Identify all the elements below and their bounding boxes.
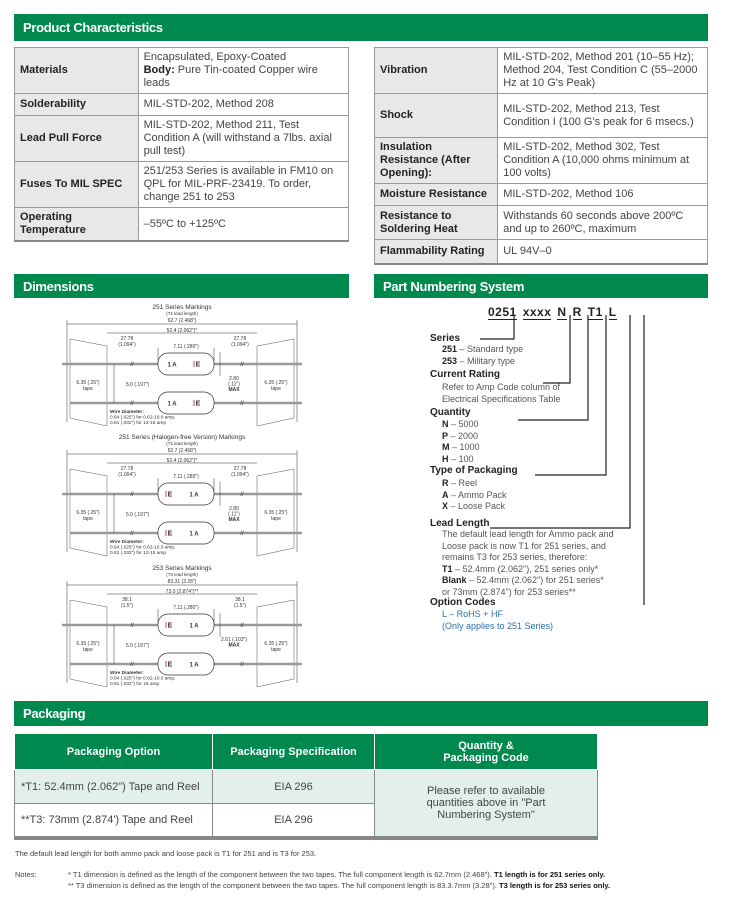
right-tape-word: tape: [271, 386, 281, 392]
dimension-drawing: [62, 563, 302, 691]
drawing-title: 251 Series Markings: [152, 304, 212, 311]
littelfuse-logo: E: [195, 400, 201, 408]
overall-length-label: 83.31 (3.28"): [167, 579, 197, 585]
table-row: [15, 94, 349, 116]
left-lead-length: 27.78: [120, 466, 134, 472]
property-value: MIL-STD-202, Method 106: [498, 184, 708, 206]
max-diameter-label: 2.80: [229, 376, 239, 382]
max-diameter-label: MAX: [228, 387, 240, 393]
property-name: Operating Temperature: [15, 208, 139, 242]
table-row: [15, 162, 349, 208]
packaging-option: *T1: 52.4mm (2.062") Tape and Reel: [15, 770, 213, 804]
overall-length-label: 62.7 (2.468"): [167, 318, 197, 324]
section-title: Dimensions: [23, 278, 94, 294]
lead-length-heading: Lead Length: [430, 518, 490, 529]
break-mark: //: [240, 662, 244, 668]
packaging-spec: EIA 296: [213, 804, 375, 838]
code-series: 0251: [488, 305, 517, 319]
packaging-spec: EIA 296: [213, 770, 375, 804]
body-length-label: 7.11 (.280"): [173, 605, 199, 611]
diagram-251: [62, 302, 302, 430]
property-value: –55ºC to +125ºC: [138, 208, 348, 242]
left-tape-label: 6.35 (.25"): [76, 641, 100, 647]
packaging-option: **T3: 73mm (2.874') Tape and Reel: [15, 804, 213, 838]
wire-diameter-label: 0.64 (.025") for 0.62-10.0 amp,: [110, 545, 176, 551]
code-quantity: N: [557, 305, 567, 319]
quantity-values: N – 5000 P – 2000 M – 1000 H – 100: [442, 419, 480, 464]
col-packaging-spec: Packaging Specification: [213, 734, 375, 770]
littelfuse-logo: E: [167, 530, 173, 538]
code-packaging: R: [572, 305, 582, 319]
quantity-code: Please refer to available quantities above in "Part Numbering System": [375, 770, 598, 838]
wire-diameter-label: Wire Diameter:: [110, 671, 144, 676]
property-value: MIL-STD-202, Method 201 (10–55 Hz); Method 204, Test Condition C (55–2000 Hz at 10 G's Peak): [498, 48, 708, 94]
drawing-subtitle: (T3 lead length): [166, 572, 198, 577]
body-length-label: 7.11 (.280"): [173, 344, 199, 350]
dimension-drawing: [62, 432, 302, 560]
right-lead-length-inch: (1.094"): [231, 472, 249, 478]
property-value: MIL-STD-202, Method 302, Test Condition A (10,000 ohms minimum at 100 volts): [498, 138, 708, 184]
fuse-marking: 1 A: [189, 492, 199, 499]
note-1: * T1 dimension is defined as the length of the component between the two tapes. The full component length is 62.7mm (2.468"). T1 length is for 251 series only.: [68, 870, 606, 879]
property-value: UL 94V–0: [498, 240, 708, 264]
series-values: 251 – Standard type 253 – Military type: [442, 344, 524, 366]
wire-diameter-label: 0.81 (.032") for 12-15 amp: [110, 421, 167, 426]
right-lead-length: 38.1: [235, 597, 245, 603]
note-2: ** T3 dimension is defined as the length of the component between the two tapes. The full component length is 83.3.7mm (3.28"). T3 length is for 253 series only.: [68, 881, 611, 890]
max-diameter-label: 2.80: [229, 506, 239, 512]
body-length-label: 7.11 (.280"): [173, 474, 199, 480]
lead-length-text: The default lead length for Ammo pack and Loose pack is now T1 for 251 series, and remains T3 for 253 series, therefore: T1 – 52.4mm (2.062"), 251 series only* Blank – 52.4mm (2.062") for 251 series* or 73mm (2.874") for 253 series**: [442, 529, 614, 597]
lead-spacing-label: 5.0 (.197"): [126, 512, 150, 518]
left-tape-label: 6.35 (.25"): [76, 380, 100, 386]
inner-length-label: 52.4 (2.062")*: [166, 458, 198, 464]
section-title: Product Characteristics: [23, 20, 163, 35]
characteristics-table-right: [374, 47, 708, 265]
packaging-type-values: R – Reel A – Ammo Pack X – Loose Pack: [442, 478, 507, 511]
right-lead-length: 27.78: [233, 336, 247, 342]
table-row: [375, 240, 708, 264]
table-row: [375, 48, 708, 94]
table-row: [15, 116, 349, 162]
break-mark: //: [130, 401, 134, 407]
right-tape-label: 6.35 (.25"): [264, 380, 288, 386]
property-value: MIL-STD-202, Method 211, Test Condition A (will withstand a 7lbs. axial pull test): [138, 116, 348, 162]
property-name: Flammability Rating: [375, 240, 498, 264]
right-lead-length-inch: (1.094"): [231, 342, 249, 348]
left-tape-word: tape: [83, 647, 93, 653]
break-mark: //: [130, 623, 134, 629]
fuse-marking: 1 A: [189, 531, 199, 538]
max-diameter-label: MAX: [228, 642, 240, 649]
littelfuse-logo: E: [167, 491, 173, 499]
break-mark: //: [130, 531, 134, 537]
overall-length-label: 62.7 (2.468"): [167, 448, 197, 454]
drawing-title: 253 Series Markings: [152, 565, 212, 572]
right-tape-label: 6.35 (.25"): [264, 641, 288, 647]
code-option: L: [608, 305, 617, 319]
section-title: Part Numbering System: [383, 278, 525, 294]
fuse-marking: 1 A: [189, 623, 199, 630]
wire-diameter-label: Wire Diameter:: [110, 540, 144, 545]
packaging-table: [14, 733, 598, 840]
wire-diameter-label: Wire Diameter:: [110, 410, 144, 415]
max-diameter-label: MAX: [228, 517, 240, 523]
notes-label: Notes:: [15, 870, 37, 879]
characteristics-table-left: [14, 47, 349, 242]
series-heading: Series: [430, 333, 461, 344]
lead-spacing-label: 5.0 (.197"): [126, 382, 150, 388]
table-row: [15, 770, 598, 804]
break-mark: //: [240, 362, 244, 368]
left-tape-label: 6.35 (.25"): [76, 510, 100, 516]
property-name: Lead Pull Force: [15, 116, 139, 162]
right-lead-length-inch: (1.5"): [233, 603, 247, 609]
section-title: Packaging: [23, 706, 86, 721]
dimensions-header: [14, 274, 349, 298]
fuse-body: [158, 353, 214, 375]
left-tape-word: tape: [83, 516, 93, 522]
left-lead-length-inch: (1.094"): [118, 342, 136, 348]
property-value: MIL-STD-202, Method 213, Test Condition I (100 G's peak for 6 msecs.): [498, 94, 708, 138]
fuse-body: [158, 392, 214, 414]
break-mark: //: [240, 492, 244, 498]
property-value: Encapsulated, Epoxy-Coated Body: Pure Tin-coated Copper wire leads: [138, 48, 348, 94]
left-lead-length-inch: (1.094"): [118, 472, 136, 478]
quantity-heading: Quantity: [430, 407, 471, 418]
table-row: [375, 206, 708, 240]
right-tape-word: tape: [271, 647, 281, 653]
left-lead-length-inch: (1.5"): [120, 603, 134, 609]
property-name: Moisture Resistance: [375, 184, 498, 206]
right-tape-word: tape: [271, 516, 281, 522]
inner-length-label: 73.0 (2.874")**: [165, 589, 199, 595]
right-tape-label: 6.35 (.25"): [264, 510, 288, 516]
wire-diameter-label: 0.81 (.032") for 15 amp: [110, 682, 160, 687]
left-lead-length: 27.78: [120, 336, 134, 342]
fuse-marking: 1 A: [189, 662, 199, 669]
part-code: [488, 305, 623, 319]
drawing-title: 251 Series (Halogen-free Version) Markings: [118, 434, 246, 441]
property-name: Vibration: [375, 48, 498, 94]
table-row: [15, 208, 349, 242]
littelfuse-logo: E: [195, 361, 201, 369]
property-value: 251/253 Series is available in FM10 on QPL for MIL-PRF-23419. To order, change 251 to 253: [138, 162, 348, 208]
left-lead-length: 38.1: [122, 597, 132, 603]
break-mark: //: [130, 492, 134, 498]
lead-spacing-label: 5.0 (.197"): [126, 643, 150, 649]
drawing-subtitle: (T1 lead length): [166, 441, 198, 446]
max-diameter-label: 2.61 (.103"): [221, 637, 247, 643]
code-lead: T1: [587, 305, 603, 319]
right-lead-length: 27.78: [233, 466, 247, 472]
property-value: MIL-STD-202, Method 208: [138, 94, 348, 116]
col-packaging-option: Packaging Option: [15, 734, 213, 770]
property-value: Withstands 60 seconds above 200ºC and up to 260ºC, maximum: [498, 206, 708, 240]
fuse-marking: 1 A: [167, 362, 177, 369]
wire-diameter-label: 0.64 (.025") for 0.62-10.0 amp,: [110, 676, 176, 682]
wire-diameter-label: 0.64 (.025") for 0.62-10.0 amp,: [110, 415, 176, 421]
footer-note: The default lead length for both ammo pack and loose pack is T1 for 251 and is T3 for 253.: [15, 849, 317, 858]
dimension-drawing: [62, 302, 302, 430]
product-characteristics-header: [14, 14, 708, 41]
inner-length-label: 52.4 (2.062")*: [166, 328, 198, 334]
property-name: Materials: [15, 48, 139, 94]
table-row: [375, 94, 708, 138]
option-codes-heading: Option Codes: [430, 597, 496, 608]
littelfuse-logo: E: [167, 661, 173, 669]
diagram-253: [62, 563, 302, 691]
table-header-row: [15, 734, 598, 770]
left-tape-word: tape: [83, 386, 93, 392]
fuse-marking: 1 A: [167, 401, 177, 408]
break-mark: //: [240, 531, 244, 537]
property-name: Resistance to Soldering Heat: [375, 206, 498, 240]
current-rating-text: Refer to Amp Code column of Electrical Specifications Table: [442, 382, 561, 404]
break-mark: //: [240, 401, 244, 407]
packaging-header: [14, 701, 708, 726]
table-row: [15, 48, 349, 94]
break-mark: //: [130, 662, 134, 668]
option-codes-text: L – RoHS + HF (Only applies to 251 Series): [442, 609, 554, 631]
littelfuse-logo: E: [167, 622, 173, 630]
max-diameter-label: (.11"): [228, 511, 240, 518]
code-current: xxxx: [522, 305, 552, 319]
property-name: Insulation Resistance (After Opening):: [375, 138, 498, 184]
property-name: Solderability: [15, 94, 139, 116]
break-mark: //: [240, 623, 244, 629]
break-mark: //: [130, 362, 134, 368]
drawing-subtitle: (T1 lead length): [166, 311, 198, 316]
property-name: Shock: [375, 94, 498, 138]
table-row: [375, 184, 708, 206]
current-rating-heading: Current Rating: [430, 369, 500, 380]
wire-diameter-label: 0.81 (.032") for 12-15 amp: [110, 551, 167, 556]
table-row: [375, 138, 708, 184]
diagram-251-halogen-free: [62, 432, 302, 560]
packaging-type-heading: Type of Packaging: [430, 465, 518, 476]
part-numbering-header: [374, 274, 708, 298]
col-quantity-code: Quantity & Packaging Code: [375, 734, 598, 770]
max-diameter-label: (.11"): [228, 381, 240, 388]
property-name: Fuses To MIL SPEC: [15, 162, 139, 208]
